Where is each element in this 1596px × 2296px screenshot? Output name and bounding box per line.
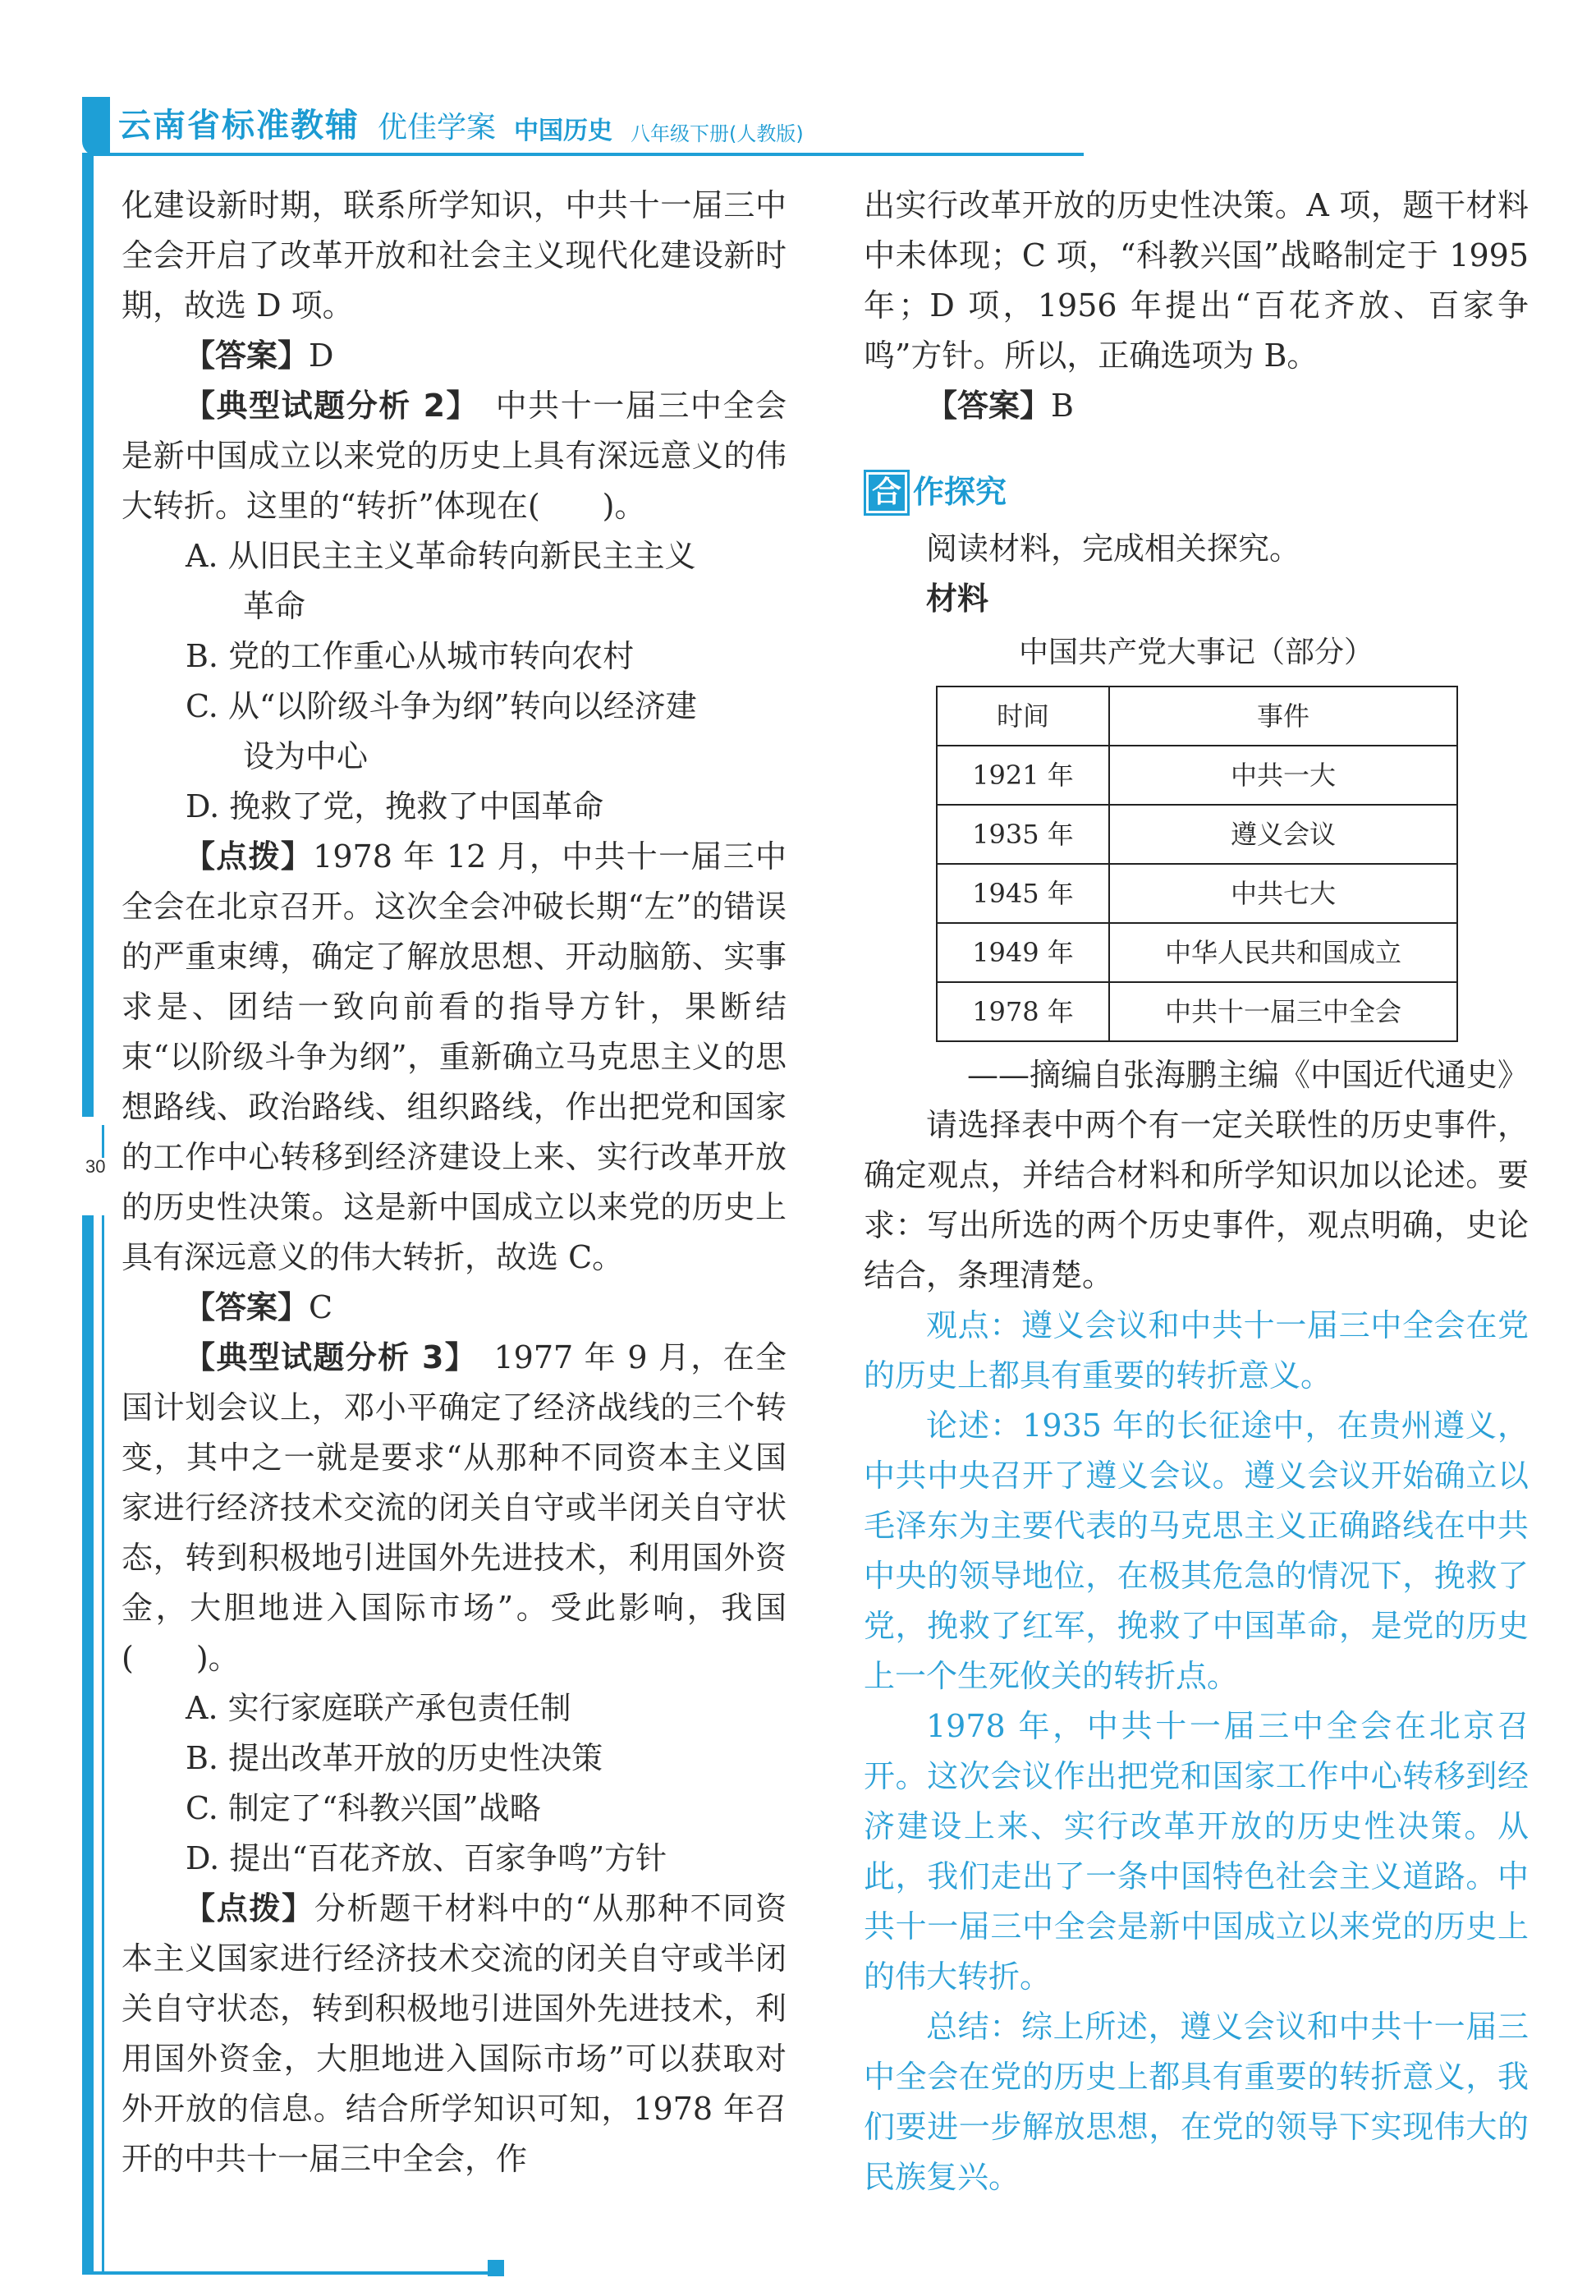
table-header: 时间 — [937, 687, 1109, 746]
table-cell-year: 1945 年 — [937, 864, 1109, 923]
header-series: 优佳学案 — [378, 111, 497, 145]
q3-option-c: C. 制定了“科教兴国”战略 — [186, 1790, 541, 1826]
hint-2: 【点拨】1978 年 12 月，中共十一届三中全会在北京召开。这次全会冲破长期“左”的错误的严重束缚，确定了解放思想、开动脑筋、实事求是、团结一致向前看的指导方针，果断结束“以阶级斗争为纲”，重新确立马克思主义的思想路线、政治路线、组织路线，作出把党和国家的工作中心转移到经济建设上来、实行改革开放的历史性决策。这是新中国成立以来党的历史上具有深远意义的伟大转折，故选 C。 — [122, 838, 787, 1275]
q2-option-a-cont: 革命 — [243, 588, 306, 624]
intro-text: 阅读材料，完成相关探究。 — [926, 530, 1301, 567]
table-cell-year: 1935 年 — [937, 805, 1109, 864]
q2-option-c-cont: 设为中心 — [243, 738, 369, 774]
answer-summary: 总结：综上所述，遵义会议和中共十一届三中全会在党的历史上都具有重要的转折意义，我们要进一步解放思想，在党的领导下实现伟大的民族复兴。 — [864, 2009, 1529, 2195]
right-column — [864, 181, 1529, 2202]
table-title: 中国共产党大事记（部分） — [1018, 636, 1374, 669]
table-cell-year: 1921 年 — [937, 746, 1109, 805]
section-title: 作探究 — [913, 474, 1007, 510]
answer-viewpoint: 观点：遵义会议和中共十一届三中全会在党的历史上都具有重要的转折意义。 — [864, 1307, 1529, 1394]
header-brand: 云南省标准教辅 — [118, 107, 360, 145]
hint-3: 【点拨】分析题干材料中的“从那种不同资本主义国家进行经济技术交流的闭关自守或半闭关自守状态，转到积极地引进国外先进技术，利用国外资金，大胆地进入国际市场”可以获取对外开放的信息。结合所学知识可知，1978 年召开的中共十一届三中全会，作 — [122, 1890, 787, 2177]
cooperation-icon: 合 — [864, 470, 910, 516]
right-paragraph-1: 出实行改革开放的历史性决策。A 项，题干材料中未体现；C 项，“科教兴国”战略制定于 1995 年；D 项，1956 年提出“百花齐放、百家争鸣”方针。所以，正确选项为 B。 — [864, 187, 1529, 374]
answer-1: 【答案】D — [184, 338, 334, 374]
table-row — [937, 982, 1457, 1041]
table-cell-year: 1949 年 — [937, 923, 1109, 982]
q3-option-a: A. 实行家庭联产承包责任制 — [186, 1690, 571, 1726]
margin-bar-bottom — [82, 1215, 94, 2275]
margin-rule — [102, 1125, 104, 1158]
header-subject: 中国历史 — [514, 117, 613, 145]
table-cell-year: 1978 年 — [937, 982, 1109, 1041]
bottom-square — [488, 2260, 504, 2276]
table-cell-event: 中华人民共和国成立 — [1109, 923, 1457, 982]
events-table — [936, 686, 1458, 1042]
page-header — [82, 97, 1084, 156]
table-row — [937, 746, 1457, 805]
q2-option-b: B. 党的工作重心从城市转向农村 — [186, 638, 635, 674]
question-3: 【典型试题分析 3】 1977 年 9 月，在全国计划会议上，邓小平确定了经济战线的三个转变，其中之一就是要求“从那种不同资本主义国家进行经济技术交流的闭关自守或半闭关自守状态，转到积极地引进国外先进技术，利用国外资金，大胆地进入国际市场”。受此影响，我国( )。 — [122, 1339, 787, 1676]
answer-2: 【答案】C — [184, 1289, 333, 1325]
q2-option-a: A. 从旧民主主义革命转向新民主主义 — [186, 538, 696, 574]
bottom-rule — [82, 2271, 501, 2275]
margin-bar-top — [82, 156, 94, 1117]
table-row — [937, 864, 1457, 923]
answer-argument-1: 论述：1935 年的长征途中，在贵州遵义，中共中央召开了遵义会议。遵义会议开始确立以毛泽东为主要代表的马克思主义正确路线在中共中央的领导地位，在极其危急的情况下，挽救了党，挽救了红军，挽救了中国革命，是党的历史上一个生死攸关的转折点。 — [864, 1407, 1529, 1694]
left-column — [122, 181, 787, 2184]
answer-argument-2: 1978 年，中共十一届三中全会在北京召开。这次会议作出把党和国家工作中心转移到经济建设上来、实行改革开放的历史性决策。从此，我们走出了一条中国特色社会主义道路。中共十一届三中全会是新中国成立以来党的历史上的伟大转折。 — [864, 1708, 1529, 1995]
table-row — [937, 923, 1457, 982]
table-source: ——摘编自张海鹏主编《中国近代通史》 — [966, 1057, 1529, 1093]
left-paragraph-1: 化建设新时期，联系所学知识，中共十一届三中全会开启了改革开放和社会主义现代化建设新时期，故选 D 项。 — [122, 187, 787, 324]
table-cell-event: 中共十一届三中全会 — [1109, 982, 1457, 1041]
task-text: 请选择表中两个有一定关联性的历史事件，确定观点，并结合材料和所学知识加以论述。要求：写出所选的两个历史事件，观点明确，史论结合，条理清楚。 — [864, 1107, 1529, 1293]
q2-option-c: C. 从“以阶级斗争为纲”转向以经济建 — [186, 688, 697, 724]
q3-option-d: D. 提出“百花齐放、百家争鸣”方针 — [186, 1840, 667, 1876]
header-grade: 八年级下册(人教版) — [631, 122, 804, 145]
question-2: 【典型试题分析 2】 中共十一届三中全会是新中国成立以来党的历史上具有深远意义的伟大转折。这里的“转折”体现在( )。 — [122, 388, 787, 524]
table-row — [937, 805, 1457, 864]
q3-option-b: B. 提出改革开放的历史性决策 — [186, 1740, 603, 1776]
table-header-row — [937, 687, 1457, 746]
q2-option-d: D. 挽救了党，挽救了中国革命 — [186, 788, 604, 824]
margin-rule-bottom — [102, 1215, 104, 2275]
table-cell-event: 中共七大 — [1109, 864, 1457, 923]
table-cell-event: 中共一大 — [1109, 746, 1457, 805]
table-cell-event: 遵义会议 — [1109, 805, 1457, 864]
section-heading — [864, 467, 1529, 517]
table-header: 事件 — [1109, 687, 1457, 746]
answer-3: 【答案】B — [926, 388, 1074, 424]
page-number: 30 — [85, 1156, 106, 1177]
material-label: 材料 — [926, 581, 989, 617]
